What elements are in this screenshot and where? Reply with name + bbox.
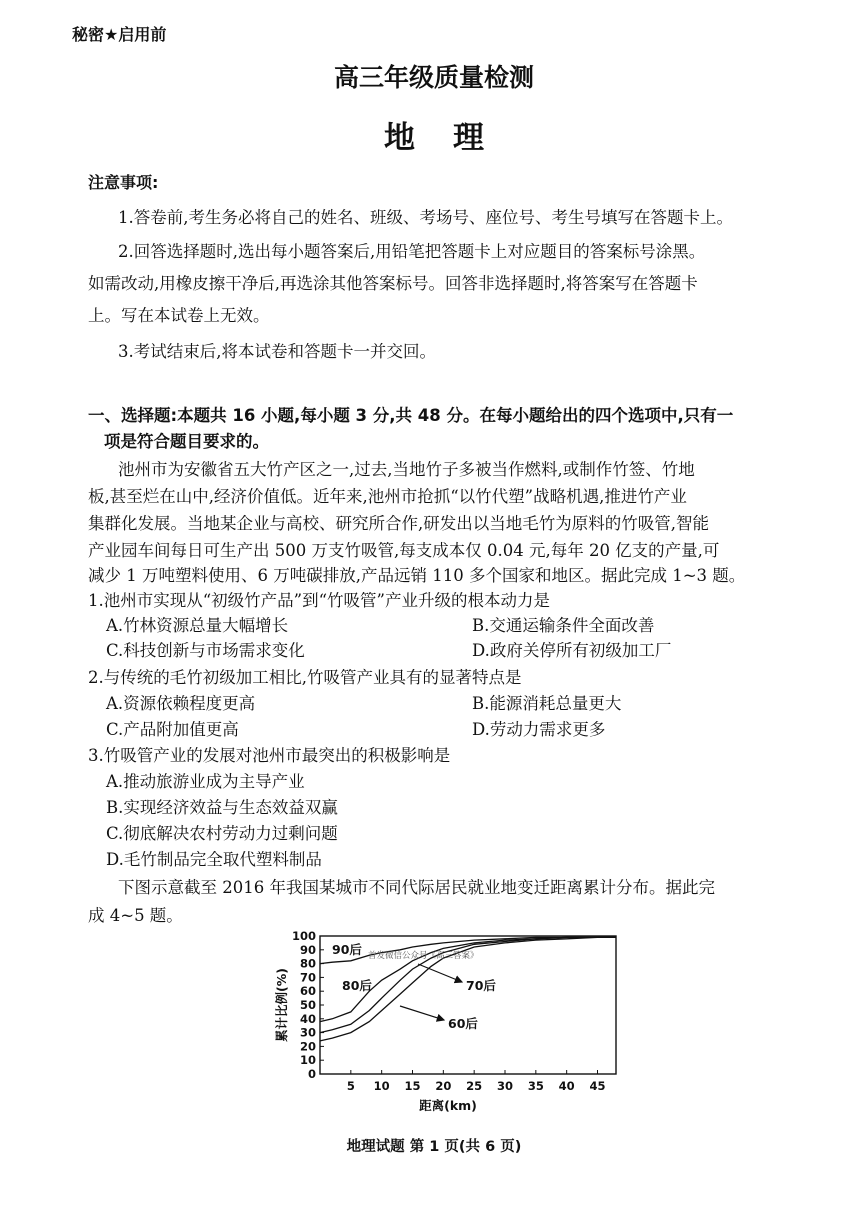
watermark-text: 首发微信公众号《高三答案》 <box>368 951 479 961</box>
series-label-2: 80后 <box>342 978 372 993</box>
notice-line-5: 3.考试结束后,将本试卷和答题卡一并交回。 <box>118 342 436 361</box>
q1-option-c: C.科技创新与市场需求变化 <box>106 641 305 660</box>
q1-stem: 1.池州市实现从“初级竹产品”到“竹吸管”产业升级的根本动力是 <box>88 591 550 610</box>
subject-title: 地理 <box>384 120 522 156</box>
x-tick-label: 5 <box>346 1079 355 1093</box>
x-tick-label: 45 <box>589 1079 606 1093</box>
q3-option-a: A.推动旅游业成为主导产业 <box>106 772 305 791</box>
q2-option-d: D.劳动力需求更多 <box>472 720 606 739</box>
notice-line-2: 2.回答选择题时,选出每小题答案后,用铅笔把答题卡上对应题目的答案标号涂黑。 <box>118 242 706 261</box>
section-heading: 一、选择题:本题共 16 小题,每小题 3 分,共 48 分。在每小题给出的四个选项中,只有一 <box>88 406 734 425</box>
series-label-4: 60后 <box>448 1016 478 1031</box>
y-tick-label: 60 <box>299 984 316 999</box>
exam-title: 高三年级质量检测 <box>333 63 534 92</box>
x-tick-label: 30 <box>496 1079 514 1093</box>
passage-line-3: 集群化发展。当地某企业与高校、研究所合作,研发出以当地毛竹为原料的竹吸管,智能 <box>88 514 709 533</box>
q3-stem: 3.竹吸管产业的发展对池州市最突出的积极影响是 <box>88 746 451 765</box>
page-footer: 地理试题 第 1 页(共 6 页) <box>346 1139 522 1155</box>
notice-line-4: 上。写在本试卷上无效。 <box>88 306 270 325</box>
x-axis-title: 距离(km) <box>419 1098 477 1113</box>
x-tick-label: 35 <box>527 1079 544 1093</box>
passage2-line-1: 下图示意截至 2016 年我国某城市不同代际居民就业地变迁距离累计分布。据此完 <box>118 878 715 897</box>
secret-label: 秘密★启用前 <box>72 25 167 44</box>
q1-option-b: B.交通运输条件全面改善 <box>472 616 655 635</box>
x-tick-label: 10 <box>373 1079 390 1093</box>
passage-line-5: 减少 1 万吨塑料使用、6 万吨碳排放,产品远销 110 多个国家和地区。据此完成 1~3 题。 <box>88 566 746 585</box>
passage-line-2: 板,甚至烂在山中,经济价值低。近年来,池州市抢抓“以竹代塑”战略机遇,推进竹产业 <box>88 487 687 506</box>
q3-option-d: D.毛竹制品完全取代塑料制品 <box>106 850 322 869</box>
arrow-70 <box>418 964 462 982</box>
y-tick-label: 20 <box>299 1039 316 1054</box>
chart-body <box>274 929 616 1113</box>
x-tick-label: 15 <box>404 1079 421 1093</box>
q1-option-d: D.政府关停所有初级加工厂 <box>472 641 672 660</box>
passage-line-4: 产业园车间每日可生产出 500 万支竹吸管,每支成本仅 0.04 元,每年 20 亿支的产量,可 <box>88 541 720 560</box>
notice-line-3: 如需改动,用橡皮擦干净后,再选涂其他答案标号。回答非选择题时,将答案写在答题卡 <box>88 274 698 293</box>
q3-option-c: C.彻底解决农村劳动力过剩问题 <box>106 824 338 843</box>
y-tick-label: 40 <box>299 1011 316 1026</box>
q2-option-b: B.能源消耗总量更大 <box>472 694 622 713</box>
series-label-1: 90后 <box>332 942 362 957</box>
x-tick-label: 40 <box>558 1079 575 1093</box>
q2-stem: 2.与传统的毛竹初级加工相比,竹吸管产业具有的显著特点是 <box>88 668 522 687</box>
y-tick-label: 80 <box>299 956 316 971</box>
section-heading-cont: 项是符合题目要求的。 <box>104 432 269 451</box>
q3-option-b: B.实现经济效益与生态效益双赢 <box>106 798 338 817</box>
notice-line-1: 1.答卷前,考生务必将自己的姓名、班级、考场号、座位号、考生号填写在答题卡上。 <box>118 208 733 227</box>
q2-option-c: C.产品附加值更高 <box>106 720 239 739</box>
q2-option-a: A.资源依赖程度更高 <box>106 694 256 713</box>
y-tick-label: 10 <box>299 1053 316 1068</box>
x-tick-label: 20 <box>435 1079 452 1093</box>
arrow-60 <box>400 1006 444 1020</box>
y-tick-label: 0 <box>307 1067 316 1081</box>
y-tick-label: 90 <box>299 942 316 957</box>
y-axis-title: 累计比例(%) <box>274 968 289 1042</box>
q1-option-a: A.竹林资源总量大幅增长 <box>106 616 289 635</box>
y-tick-label: 30 <box>299 1025 316 1040</box>
passage2-line-2: 成 4~5 题。 <box>88 906 183 925</box>
distance-cumulative-chart <box>270 924 630 1124</box>
passage-line-1: 池州市为安徽省五大竹产区之一,过去,当地竹子多被当作燃料,或制作竹签、竹地 <box>118 460 695 479</box>
y-tick-label: 70 <box>299 970 316 985</box>
x-tick-label: 25 <box>466 1079 483 1093</box>
y-tick-label: 50 <box>299 998 316 1012</box>
notice-heading: 注意事项: <box>88 173 159 192</box>
y-tick-label: 100 <box>291 929 316 943</box>
series-label-3: 70后 <box>466 978 496 993</box>
